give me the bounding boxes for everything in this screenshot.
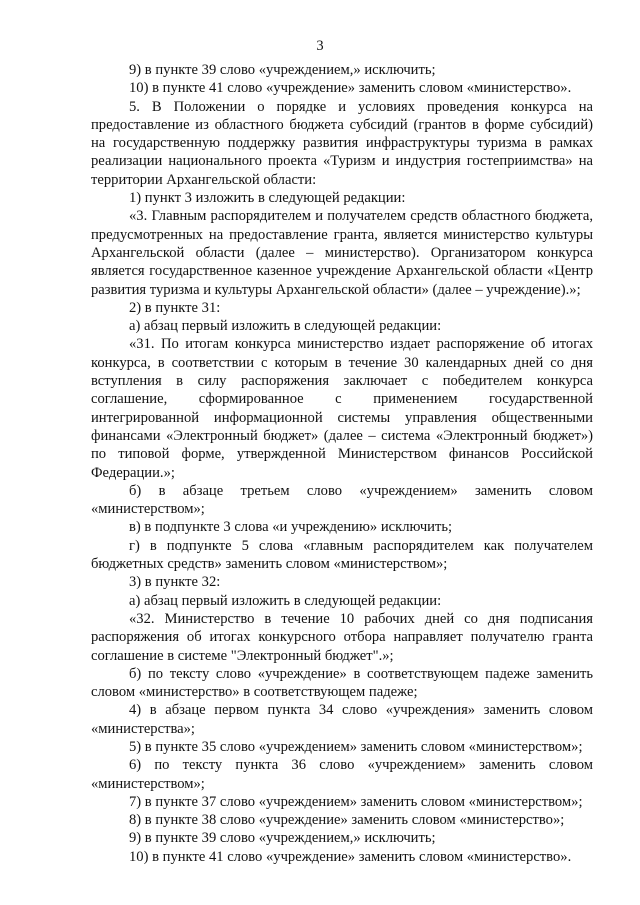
document-body — [91, 61, 593, 866]
paragraph: «31. По итогам конкурса министерство издает распоряжение об итогах конкурса, в соответствии с которым в течение 30 календарных дней со дня вступления в силу распоряжения заключает с победителем конкурса соглашение, сформированное с применением государственной интегрированной информационной системы управления общественными финансами «Электронный бюджет» (далее – система «Электронный бюджет») по типовой форме, утвержденной Министерством финансов Российской Федерации.»; — [91, 336, 593, 481]
paragraph: 2) в пункте 31: — [129, 299, 221, 316]
paragraph: г) в подпункте 5 слова «главным распорядителем как получателем бюджетных средств» заменить словом «министерством»; — [91, 537, 593, 573]
paragraph: 5. В Положении о порядке и условиях проведения конкурса на предоставление из областного бюджета субсидий (грантов в форме субсидий) на государственную поддержку развития инфраструктуры туризма в рамках реализации национального проекта «Туризм и индустрия гостеприимства» на территории Архангельской области: — [91, 98, 593, 188]
paragraph: а) абзац первый изложить в следующей редакции: — [129, 592, 442, 609]
paragraph: «3. Главным распорядителем и получателем средств областного бюджета, предусмотренных на предоставление гранта, является министерство культуры Архангельской области (далее – министерство). Организатором конкурса является государственное казенное учреждение Архангельской области «Центр развития туризма и культуры Архангельской области» (далее – учреждение).»; — [91, 208, 593, 298]
paragraph: б) в абзаце третьем слово «учреждением» заменить словом «министерством»; — [91, 482, 593, 518]
paragraph: 7) в пункте 37 слово «учреждением» заменить словом «министерством»; — [129, 793, 583, 810]
paragraph: в) в подпункте 3 слова «и учреждению» исключить; — [129, 519, 453, 536]
paragraph: 9) в пункте 39 слово «учреждением,» исключить; — [129, 830, 436, 847]
paragraph: б) по тексту слово «учреждение» в соответствующем падеже заменить словом «министерство» в соответствующем падеже; — [91, 665, 593, 701]
page-number: 3 — [316, 38, 324, 54]
paragraph: 5) в пункте 35 слово «учреждением» заменить словом «министерством»; — [129, 738, 583, 755]
paragraph: а) абзац первый изложить в следующей редакции: — [129, 318, 442, 335]
paragraph: «32. Министерство в течение 10 рабочих дней со дня подписания распоряжения об итогах конкурсного отбора направляет получателю гранта соглашение в системе "Электронный бюджет".»; — [91, 610, 593, 664]
paragraph: 1) пункт 3 изложить в следующей редакции: — [129, 190, 406, 207]
paragraph: 8) в пункте 38 слово «учреждение» заменить словом «министерство»; — [129, 812, 565, 829]
paragraph: 9) в пункте 39 слово «учреждением,» исключить; — [129, 62, 436, 78]
paragraph: 4) в абзаце первом пункта 34 слово «учреждения» заменить словом «министерства»; — [91, 702, 593, 737]
paragraph: 10) в пункте 41 слово «учреждение» заменить словом «министерство». — [129, 848, 572, 865]
paragraph: 6) по тексту пункта 36 слово «учреждением» заменить словом «министерством»; — [91, 757, 593, 792]
paragraph: 3) в пункте 32: — [129, 574, 221, 591]
paragraph: 10) в пункте 41 слово «учреждение» заменить словом «министерство». — [129, 80, 572, 97]
